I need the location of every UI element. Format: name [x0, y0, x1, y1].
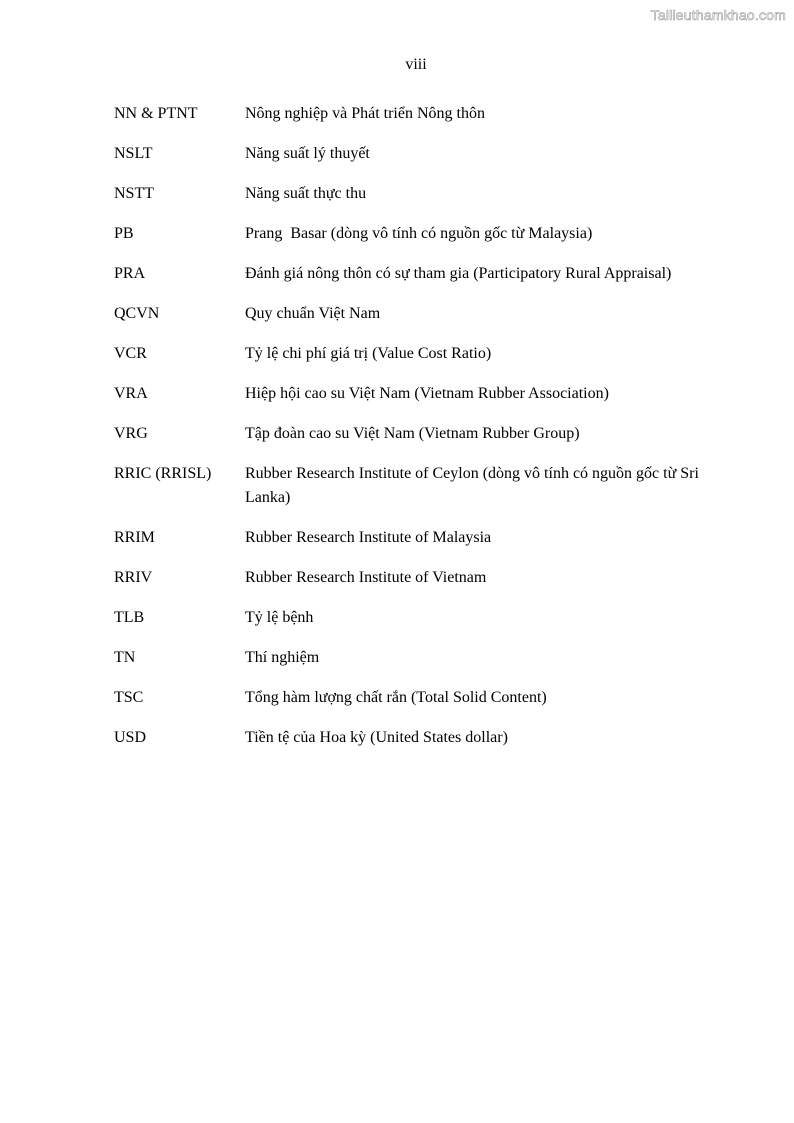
abbreviation-definition: Thí nghiệm — [245, 649, 320, 666]
abbreviation-row — [114, 606, 734, 630]
abbreviation-row — [114, 726, 734, 750]
page-number: viii — [405, 56, 427, 73]
abbreviation-row — [114, 222, 734, 246]
abbreviation-term: RRIM — [114, 529, 155, 546]
abbreviation-term: NSTT — [114, 185, 154, 202]
abbreviation-definition: Năng suất thực thu — [245, 185, 367, 202]
abbreviation-term: PB — [114, 225, 134, 242]
abbreviation-definition: Rubber Research Institute of Vietnam — [245, 569, 487, 586]
abbreviation-definition: Đánh giá nông thôn có sự tham gia (Participatory Rural Appraisal) — [245, 265, 672, 282]
abbreviation-row — [114, 526, 734, 550]
abbreviation-row — [114, 422, 734, 446]
abbreviation-definition: Rubber Research Institute of Ceylon (dòng vô tính có nguồn gốc từ Sri Lanka) — [245, 465, 703, 506]
abbreviation-definition: Tiền tệ của Hoa kỳ (United States dollar) — [245, 729, 508, 746]
abbreviation-row — [114, 382, 734, 406]
abbreviation-row — [114, 686, 734, 710]
abbreviation-definition: Nông nghiệp và Phát triển Nông thôn — [245, 105, 485, 122]
abbreviation-term: RRIC (RRISL) — [114, 465, 212, 482]
abbreviation-row — [114, 102, 734, 126]
abbreviation-term: NN & PTNT — [114, 105, 198, 122]
abbreviation-row — [114, 566, 734, 590]
abbreviation-term: VCR — [114, 345, 147, 362]
abbreviation-definition: Hiệp hội cao su Việt Nam (Vietnam Rubber Association) — [245, 385, 609, 402]
abbreviation-list — [114, 102, 734, 766]
abbreviation-row — [114, 646, 734, 670]
abbreviation-definition: Năng suất lý thuyết — [245, 145, 370, 162]
abbreviation-row — [114, 142, 734, 166]
abbreviation-term: QCVN — [114, 305, 160, 322]
abbreviation-definition: Tỷ lệ chi phí giá trị (Value Cost Ratio) — [245, 345, 492, 362]
abbreviation-row — [114, 262, 734, 286]
abbreviation-definition: Tổng hàm lượng chất rắn (Total Solid Content) — [245, 689, 547, 706]
abbreviation-term: VRA — [114, 385, 148, 402]
abbreviation-row — [114, 342, 734, 366]
abbreviation-definition: Rubber Research Institute of Malaysia — [245, 529, 492, 546]
abbreviation-term: TSC — [114, 689, 144, 706]
abbreviation-term: VRG — [114, 425, 148, 442]
abbreviation-definition: Tập đoàn cao su Việt Nam (Vietnam Rubber Group) — [245, 425, 580, 442]
abbreviation-term: RRIV — [114, 569, 153, 586]
abbreviation-row — [114, 182, 734, 206]
watermark-text: Tailieuthamkhao.com — [650, 7, 786, 23]
abbreviation-definition: Quy chuẩn Việt Nam — [245, 305, 381, 322]
abbreviation-term: TLB — [114, 609, 145, 626]
abbreviation-term: TN — [114, 649, 136, 666]
abbreviation-definition: Prang Basar (dòng vô tính có nguồn gốc từ Malaysia) — [245, 225, 593, 242]
abbreviation-definition: Tỷ lệ bệnh — [245, 609, 314, 626]
abbreviation-term: NSLT — [114, 145, 153, 162]
abbreviation-term: PRA — [114, 265, 146, 282]
abbreviation-row — [114, 302, 734, 326]
abbreviation-row — [114, 462, 734, 510]
abbreviation-term: USD — [114, 729, 147, 746]
